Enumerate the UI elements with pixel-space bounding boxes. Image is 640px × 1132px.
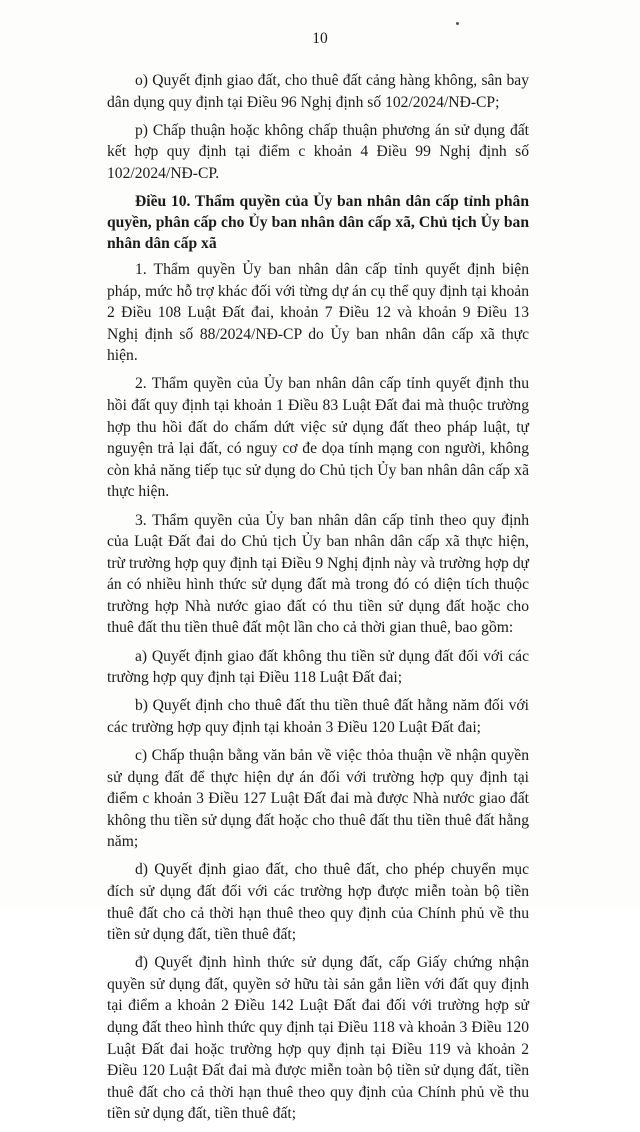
point-dd: đ) Quyết định hình thức sử dụng đất, cấp Giấy chứng nhận quyền sử dụng đất, quyền sở hữu tài sản gắn liền với đất quy định tại điểm a khoản 2 Điều 142 Luật Đất đai đối với trường hợp sử dụng đất theo hình thức quy định tại Điều 118 và khoản 3 Điều 120 Luật Đất đai hoặc trường hợp quy định tại Điều 119 và khoản 2 Điều 120 Luật Đất đai mà được miễn toàn bộ tiền sử dụng đất, tiền thuê đất cho cả thời hạn thuê theo quy định của Chính phủ về thu tiền sử dụng đất, tiền thuê đất; xyxy=(107,954,529,1123)
article-10-heading: Điều 10. Thẩm quyền của Ủy ban nhân dân cấp tỉnh phân quyền, phân cấp cho Ủy ban nhân dân cấp xã, Chủ tịch Ủy ban nhân dân cấp xã xyxy=(107,192,529,252)
point-a: a) Quyết định giao đất không thu tiền sử dụng đất đối với các trường hợp quy định tại Điều 118 Luật Đất đai; xyxy=(107,647,529,687)
clause-1: 1. Thẩm quyền Ủy ban nhân dân cấp tỉnh quyết định biện pháp, mức hỗ trợ khác đối với từng dự án cụ thể quy định tại khoản 2 Điều 108 Luật Đất đai, khoản 7 Điều 12 và khoản 9 Điều 13 Nghị định số 88/2024/NĐ-CP do Ủy ban nhân dân cấp xã thực hiện. xyxy=(107,260,529,365)
clause-2: 2. Thẩm quyền của Ủy ban nhân dân cấp tỉnh quyết định thu hồi đất quy định tại khoản 1 Điều 83 Luật Đất đai mà thuộc trường hợp thu hồi đất do chấm dứt việc sử dụng đất theo pháp luật, tự nguyện trả lại đất, có nguy cơ đe dọa tính mạng con người, không còn khả năng tiếp tục sử dụng do Chủ tịch Ủy ban nhân dân cấp xã thực hiện. xyxy=(107,375,529,501)
clause-3: 3. Thẩm quyền của Ủy ban nhân dân cấp tỉnh theo quy định của Luật Đất đai do Chủ tịch Ủy ban nhân dân cấp xã thực hiện, trừ trường hợp quy định tại Điều 9 Nghị định này và trường hợp dự án có nhiều hình thức sử dụng đất mà trong đó có diện tích thuộc trường hợp Nhà nước giao đất có thu tiền sử dụng đất hoặc cho thuê đất thu tiền thuê đất một lần cho cả thời gian thuê, bao gồm: xyxy=(107,511,529,637)
point-d: d) Quyết định giao đất, cho thuê đất, cho phép chuyển mục đích sử dụng đất đối với các trường hợp được miễn toàn bộ tiền thuê đất cho cả thời hạn thuê theo quy định của Chính phủ về thu tiền sử dụng đất, tiền thuê đất; xyxy=(107,861,529,944)
paragraph-p: p) Chấp thuận hoặc không chấp thuận phương án sử dụng đất kết hợp quy định tại điểm c khoản 4 Điều 99 Nghị định số 102/2024/NĐ-CP. xyxy=(107,121,529,182)
scan-speck xyxy=(456,22,459,25)
document-body xyxy=(107,70,529,1132)
point-c: c) Chấp thuận bằng văn bản về việc thỏa thuận về nhận quyền sử dụng đất để thực hiện dự án đối với trường hợp quy định tại điểm c khoản 3 Điều 127 Luật Đất đai mà được Nhà nước giao đất không thu tiền sử dụng đất hoặc cho thuê đất thu tiền thuê đất hằng năm; xyxy=(107,746,529,851)
paragraph-o: o) Quyết định giao đất, cho thuê đất cảng hàng không, sân bay dân dụng quy định tại Điều 96 Nghị định số 102/2024/NĐ-CP; xyxy=(107,72,529,111)
point-b: b) Quyết định cho thuê đất thu tiền thuê đất hằng năm đối với các trường hợp quy định tại khoản 3 Điều 120 Luật Đất đai; xyxy=(107,697,529,736)
page-number: 10 xyxy=(312,30,328,47)
